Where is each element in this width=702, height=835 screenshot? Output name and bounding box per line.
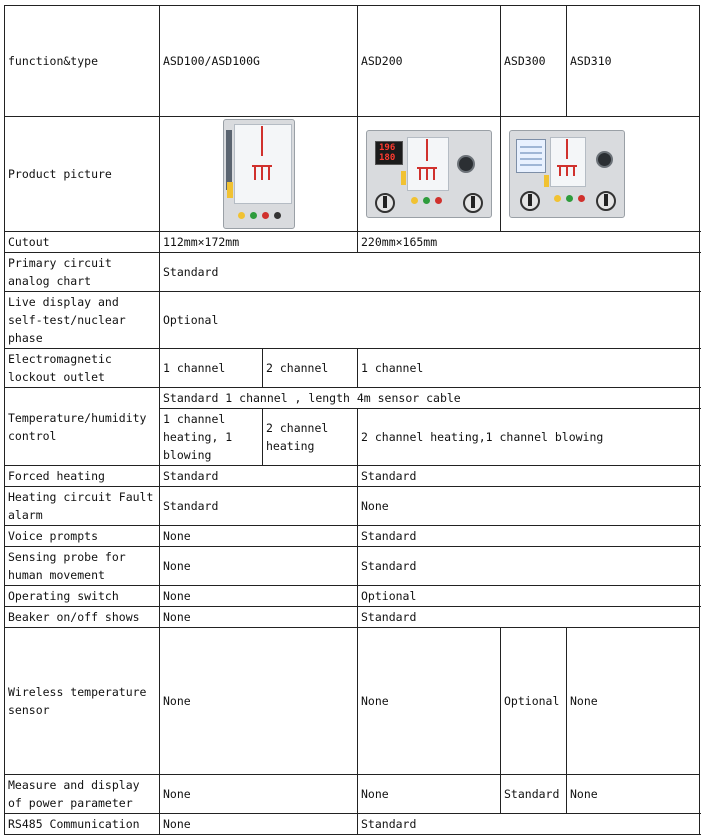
operating-switch-row: [5, 586, 700, 607]
measure-row: [5, 775, 700, 814]
live-display-label: Live display and self-test/nuclear phase: [5, 292, 160, 349]
forced-heating-asd200-320: Standard: [358, 466, 700, 487]
picture-asd300-cell: [501, 117, 700, 232]
voice-asd100: None: [160, 526, 358, 547]
operating-switch-asd200-320: Optional: [358, 586, 700, 607]
sensing-row: [5, 547, 700, 586]
asd300-device-image: [509, 130, 625, 218]
wireless-asd300: Optional: [501, 628, 567, 775]
wireless-asd200: None: [358, 628, 501, 775]
voice-asd200-320: Standard: [358, 526, 700, 547]
live-display-row: [5, 292, 700, 349]
lockout-label: Electromagnetic lockout outlet: [5, 349, 160, 388]
wireless-row: [5, 628, 700, 775]
beaker-asd200-320: Standard: [358, 607, 700, 628]
temp-label: Temperature/humidity control: [5, 388, 160, 466]
forced-heating-label: Forced heating: [5, 466, 160, 487]
lockout-asd100g: 2 channel: [263, 349, 358, 388]
header-asd200: ASD200: [358, 6, 501, 117]
rs485-asd100: None: [160, 814, 358, 835]
measure-asd310-320: None: [567, 775, 700, 814]
picture-asd200-cell: [358, 117, 501, 232]
header-function-type: function&type: [5, 6, 160, 117]
forced-heating-row: [5, 466, 700, 487]
wireless-asd100: None: [160, 628, 358, 775]
temp-row-top: [5, 388, 700, 409]
header-row: [5, 6, 700, 117]
primary-circuit-row: [5, 253, 700, 292]
operating-switch-asd100: None: [160, 586, 358, 607]
measure-asd100: None: [160, 775, 358, 814]
fault-alarm-asd100: Standard: [160, 487, 358, 526]
live-display-value: Optional: [160, 292, 700, 349]
voice-row: [5, 526, 700, 547]
picture-asd100-cell: [160, 117, 358, 232]
voice-label: Voice prompts: [5, 526, 160, 547]
sensing-label: Sensing probe for human movement: [5, 547, 160, 586]
cutout-label: Cutout: [5, 232, 160, 253]
rs485-label: RS485 Communication: [5, 814, 160, 835]
cutout-asd200-320: 220mm×165mm: [358, 232, 700, 253]
temp-asd100g: 2 channel heating: [263, 409, 358, 466]
beaker-asd100: None: [160, 607, 358, 628]
asd200-device-image: 196 180: [366, 130, 492, 218]
beaker-row: [5, 607, 700, 628]
temp-asd100: 1 channel heating, 1 blowing: [160, 409, 263, 466]
beaker-label: Beaker on/off shows: [5, 607, 160, 628]
wireless-asd310: None: [567, 628, 700, 775]
header-asd100: ASD100/ASD100G: [160, 6, 358, 117]
sensing-asd100: None: [160, 547, 358, 586]
fault-alarm-asd200-320: None: [358, 487, 700, 526]
picture-row: [5, 117, 700, 232]
fault-alarm-row: [5, 487, 700, 526]
operating-switch-label: Operating switch: [5, 586, 160, 607]
primary-circuit-value: Standard: [160, 253, 700, 292]
measure-label: Measure and display of power parameter: [5, 775, 160, 814]
forced-heating-asd100: Standard: [160, 466, 358, 487]
asd100-device-image: [223, 119, 295, 229]
sensing-asd200-320: Standard: [358, 547, 700, 586]
wireless-label: Wireless temperature sensor: [5, 628, 160, 775]
cutout-asd100: 112mm×172mm: [160, 232, 358, 253]
header-asd310: ASD310: [567, 6, 700, 117]
measure-asd200: None: [358, 775, 501, 814]
temp-asd200-320: 2 channel heating,1 channel blowing: [358, 409, 700, 466]
lockout-asd100: 1 channel: [160, 349, 263, 388]
lockout-row: [5, 349, 700, 388]
fault-alarm-label: Heating circuit Fault alarm: [5, 487, 160, 526]
lockout-asd200-320: 1 channel: [358, 349, 700, 388]
rs485-row: [5, 814, 700, 835]
header-asd300: ASD300: [501, 6, 567, 117]
cutout-row: [5, 232, 700, 253]
spec-table: [4, 5, 700, 835]
primary-circuit-label: Primary circuit analog chart: [5, 253, 160, 292]
temp-sensor-standard: Standard 1 channel , length 4m sensor cable: [160, 388, 700, 409]
rs485-asd200-320: Standard: [358, 814, 700, 835]
measure-asd300: Standard: [501, 775, 567, 814]
picture-label: Product picture: [5, 117, 160, 232]
